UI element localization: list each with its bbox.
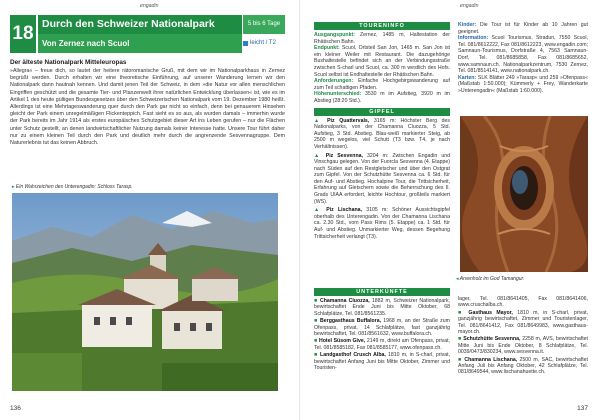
peak-marker-icon: ▲ (314, 207, 322, 214)
info-entry-elevation: Höhenunterschied: 3530 m im Aufstieg, 3920 m im Abstieg (28:20 Std.). (314, 91, 450, 104)
photo-caption-text: Ein Wahrzeichen des Unterengadin: Schloss Tarasp. (15, 184, 133, 190)
info-entry-maps: Karten: SLK Blätter 249 »Tarasp« und 259 »Ofenpass« (Maßstab 1:50.000); Kümmerly + Frey, Wanderkarte »Unterengadin« (Maßstab 1:60.000). (458, 74, 588, 94)
hut-marker-icon: ■ (314, 298, 318, 304)
accommodation-item: ■ Schutzhütte Sesvenna, 2258 m, AVS, bewirtschaftet Mitte Juni bis Ende Oktober, 8 Schlafplätze, Tel. 0039/0473/830234, www.sesvenna.it. (458, 336, 588, 356)
pine-wood-image (460, 116, 588, 272)
tour-number-badge: 18 (10, 15, 36, 53)
hut-marker-icon: ■ (458, 336, 462, 343)
photo-caption-text: Arvenholz im God Tamangur. (459, 276, 525, 282)
running-head: engadin (460, 3, 479, 9)
tour-subtitle: Von Zernez nach Scuol (38, 34, 242, 53)
hut-marker-icon: ■ (314, 338, 318, 345)
castle-landscape-image (12, 193, 278, 391)
running-head: engadin (140, 3, 159, 9)
right-page (300, 0, 600, 420)
accommodation-column-right (458, 296, 588, 377)
peak-marker-icon: ▲ (314, 152, 322, 159)
castle-tarasp-photo (12, 193, 278, 391)
arvenholz-photo (460, 116, 588, 272)
info-entry-end: Endpunkt: Scuol, Ortsteil San Jon, 1465 m. San Jon ist ein kleiner Weiler mit Restaurant. Die dazugehörige Bushaltestelle befindet sich an der Verbindungsstraße zwischen S-charl und Scuol, ca. 300 m westlich des Hofs. Scuol selbst ist Endhaltestelle der Rhätischen Bahn. (314, 45, 450, 78)
info-entry-start: Ausgangspunkt: Zernez, 1485 m, Haltestation der Rhätischen Bahn. (314, 32, 450, 45)
accommodation-item: ■ Landgasthof Crusch Alba, 1810 m, in S-charl, privat, bewirtschaftet Anfang Juni bis Mitte Oktober, Zimmer und Touristen- (314, 352, 450, 372)
info-entry-children: Kinder: Die Tour ist für Kinder ab 10 Jahren gut geeignet. (458, 22, 588, 35)
intro-paragraph: »Allegra« – freue dich, so lautet der heitere rätoromanische Gruß, mit dem wir im Nationalparkhaus in Zernez begrüßt werden. Durch erhalten wir eine theoretische Einführung, auf unserer Wanderung lernen wir den Nationalpark dann hautnah kennen. Und damit jenen Teil der Schweiz, in dem »die Natur vor allen menschlichen Eingriffen geschützt und die gesamte Tier- und Planzenwelt ihrer natürlichen Entwicklung überlassen« ist, wie es im Artikel 1 des heute gültigen Bundesgesetzes über den Schweizerischen Nationalpark vom 19. Dezember 1980 heißt. Allerdings ist eine Mehrtageswanderung quer durch den Park gar nicht so einfach, denn bei genauerem Hinsehen gleicht der Park einem unregelmäßigen Flickenteppich. Fast sieht es so aus, als wurden damals – immerhin wurde der Park bereits im Jahr 1914 als erstes europäisches Schutzgebiet dieser Art ins Leben gerufen – nur die Flächen unter Schutz gestellt, an denen landwirtschaftlicher Nutzung damals keiner Interesse hatte. Unsere Tour führt daher nur zu einem kleinen Teil durch den Park und deutlich mehr durch die angrenzende Sesvennagruppe. Dem Naturerlebnis tut das keinen Abbruch. (10, 68, 285, 147)
caption-arrow-icon: ▸ (12, 184, 15, 190)
accommodation-continuation: lager, Tel. 081/8641405, Fax 081/8641406, www.cruschalba.ch. (458, 296, 588, 309)
peak-marker-icon: ▲ (314, 117, 323, 124)
page-number: 136 (10, 405, 21, 412)
accommodation-item: ■ Chamanna Lischana, 2500 m, SAC, bewirtschaftet Anfang Juli bis Anfang Oktober, 42 Schlafplätze, Tel. 081/8649544, www.lischanahuette.ch. (458, 356, 588, 376)
info-entry-information: Information: Scuol Tourismus, Stradun, 7550 Scuol, Tel. 081/8612222, Fax 081/8612223, www.engadin.com; Samnaun-Tourismus, Dorfstraße 4, 7563 Samnaun-Dorf, Tel. 081/8685858, Fax 081/8685652, www.samnaun.ch. Nationalparkzentrum, 7530 Zernez, Tel. 081/8514141, www.nationalpark.ch. (458, 35, 588, 75)
peak-item: ▲ Piz Sesvenna, 3204 m: Zwischen Engadin und Vinschgau gelegen. Von der Fuorcla Sesvenna (4. Etappe) nach Süden auf den Restgletscher und über den Ostgrat zum Gipfel. Von der Schutzhütte Sesvenna ca. 6 Std. für den Auf- und Abstieg. Hochalpine Tour, die Trittsicherheit, Erfahrung auf Gletschern sowie die Beherrschung des II. Grads UIAA erfordert, leichte Hochtour, großteils markiert (WS). (314, 152, 450, 205)
tour-title-block (10, 15, 280, 53)
caption-arrow-icon: ◂ (456, 276, 459, 282)
info-column-left (314, 22, 450, 240)
info-entry-requirements: Anforderungen: Einfache Hochgebirgswanderung auf zum Teil schattigen Pfaden. (314, 78, 450, 91)
photo-caption (456, 276, 524, 282)
difficulty-label: leicht / T2 (250, 40, 276, 46)
duration-badge: 5 bis 6 Tage (243, 15, 285, 34)
accommodation-item: ■ Gasthaus Mayor, 1810 m, in S-charl, privat, ganzjährig bewirtschaftet, Zimmer und Touristenlager, Tel. 081/8641412, Fax 081/8649983, www.gasthaus-mayor.ch. (458, 309, 588, 336)
accommodation-item: ■ Chamanna Cluozza, 1882 m, Schweizer Nationalpark, bewirtschaftet Ende Juni bis Mitte Oktober, 68 Schlafplätze, Tel. 081/8561235. (314, 298, 450, 317)
hut-marker-icon: ■ (458, 356, 463, 363)
gipfel-header: GIPFEL (314, 108, 450, 116)
accommodation-item: ■ Hotel Süsom Give, 2149 m, direkt am Ofenpass, privat, Tel. 081/8585182, Fax 081/8585177, www.ofenpass.ch. (314, 338, 450, 351)
page-number: 137 (577, 405, 588, 412)
difficulty-badge (243, 34, 285, 53)
peak-item: ▲ Piz Lischana, 3105 m: Schöner Aussichtsgipfel oberhalb des Unterengadin. Von der Chamanna Lischana ca. 2.30 Std., vom Pass Rims (5. Etappe) ca. 1 Std. für Auf- und Abstieg. Unmarkierter Weg, dessen Begehung Trittsicherheit verlangt (T3). (314, 207, 450, 240)
accommodation-column-left (314, 288, 450, 372)
peak-item: ▲ Piz Quattervals, 3165 m: Höchster Berg des Nationalparks, von der Chamanna Cluozza, 5 Std. Aufstieg, 3 Std. Abstieg. Blau-weiß markierter Steig, ab 2500 m wegelos, viel Schutt (T3 bzw. T4, je nach Verhältnissen). (314, 117, 450, 150)
tour-info-header: TOURENINFO (314, 22, 450, 30)
info-column-right (458, 22, 588, 95)
hut-marker-icon: ■ (314, 352, 318, 359)
hut-marker-icon: ■ (458, 309, 465, 316)
photo-caption (12, 184, 133, 190)
accommodation-header: UNTERKÜNFTE (314, 288, 450, 296)
hut-marker-icon: ■ (314, 318, 318, 325)
accommodation-item: ■ Berggasthaus Buffalora, 1968 m, an der Straße zum Ofenpass, privat, 14 Schlafplätze, fast ganzjährig bewirtschaftet, Tel. 081/8561632, www.buffalora.ch. (314, 318, 450, 338)
tour-title: Durch den Schweizer Nationalpark (38, 15, 242, 34)
difficulty-square-icon (243, 41, 248, 46)
intro-heading: Der älteste Nationalpark Mitteleuropas (10, 59, 127, 66)
